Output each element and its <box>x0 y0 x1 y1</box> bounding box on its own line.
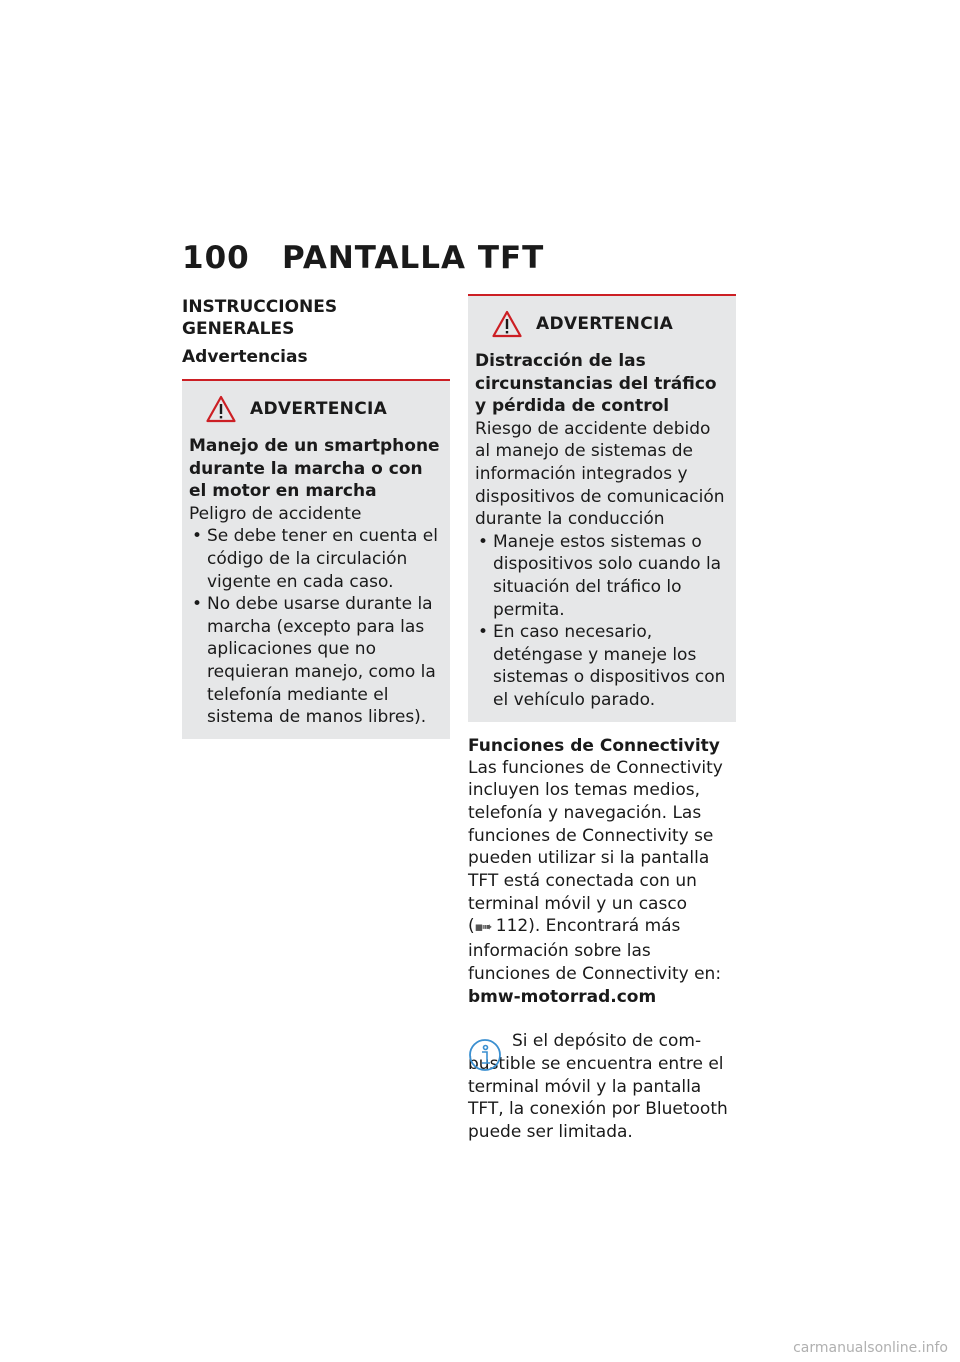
info-note-rest: bustible se encuentra entre el terminal móvil y la pantalla TFT, la conexión por Bluetooth puede ser limitada. <box>468 1053 728 1143</box>
info-note <box>468 1030 736 1144</box>
warning-label: ADVERTENCIA <box>536 314 674 334</box>
page-reference-link[interactable]: 112 <box>495 916 529 937</box>
warning-header <box>492 310 727 338</box>
left-column <box>182 296 450 739</box>
connectivity-text <box>468 757 736 1009</box>
warning-title: Distracción de las circunstancias del tráfico y pérdida de control <box>475 351 717 417</box>
list-item: • Maneje estos sistemas o dispositivos solo cuando la situación del tráfico lo permita. <box>475 531 727 621</box>
warning-triangle-icon <box>492 310 522 338</box>
warning-label: ADVERTENCIA <box>250 399 388 419</box>
warning-triangle-icon <box>206 395 236 423</box>
chapter-title: PANTALLA TFT <box>282 240 545 276</box>
list-item: • No debe usarse durante la marcha (excepto para las aplicaciones que no requieran manejo, como la telefonía mediante el sistema de manos libres). <box>189 593 441 729</box>
warning-box-distraction <box>468 294 736 722</box>
warning-header <box>206 395 441 423</box>
warning-risk: Riesgo de accidente debido al manejo de sistemas de información integrados y dispositivos de comunicación durante la conducción <box>475 418 725 530</box>
page-number: 100 <box>182 240 250 276</box>
right-column <box>468 294 736 1144</box>
connectivity-text-end: ). Encontrará más información sobre las funciones de Connectivity en: <box>468 916 722 984</box>
list-item: • En caso necesario, deténgase y maneje los sistemas o dispositivos con el vehículo parado. <box>475 621 727 711</box>
info-note-text <box>468 1030 736 1144</box>
section-title: INSTRUCCIONES GENERALES <box>182 297 338 339</box>
info-note-first-line: Si el depósito de com- <box>512 1031 702 1052</box>
connectivity-heading: Funciones de Connectivity <box>468 735 720 756</box>
warning-title: Manejo de un smartphone durante la marcha o con el motor en marcha <box>189 436 440 502</box>
warning-risk: Peligro de accidente <box>189 503 362 524</box>
list-item: • Se debe tener en cuenta el código de la circulación vigente en cada caso. <box>189 525 441 593</box>
footer-watermark: carmanualsonline.info <box>793 1340 948 1356</box>
warning-bullet-list <box>189 525 441 728</box>
info-icon <box>468 1038 502 1072</box>
connectivity-text-start: Las funciones de Connectivity incluyen los temas medios, telefonía y navegación. Las funciones de Connectivity se pueden utilizar si la pantalla TFT está conectada con un terminal móvil y un casco ( <box>468 757 723 937</box>
website-link[interactable]: bmw-motorrad.com <box>468 986 657 1007</box>
subsection-title: Advertencias <box>182 347 308 367</box>
warning-bullet-list <box>475 531 727 712</box>
warning-box-smartphone <box>182 379 450 739</box>
page-reference-arrow-icon: ▪➠ <box>474 920 491 936</box>
connectivity-section <box>468 735 736 1009</box>
